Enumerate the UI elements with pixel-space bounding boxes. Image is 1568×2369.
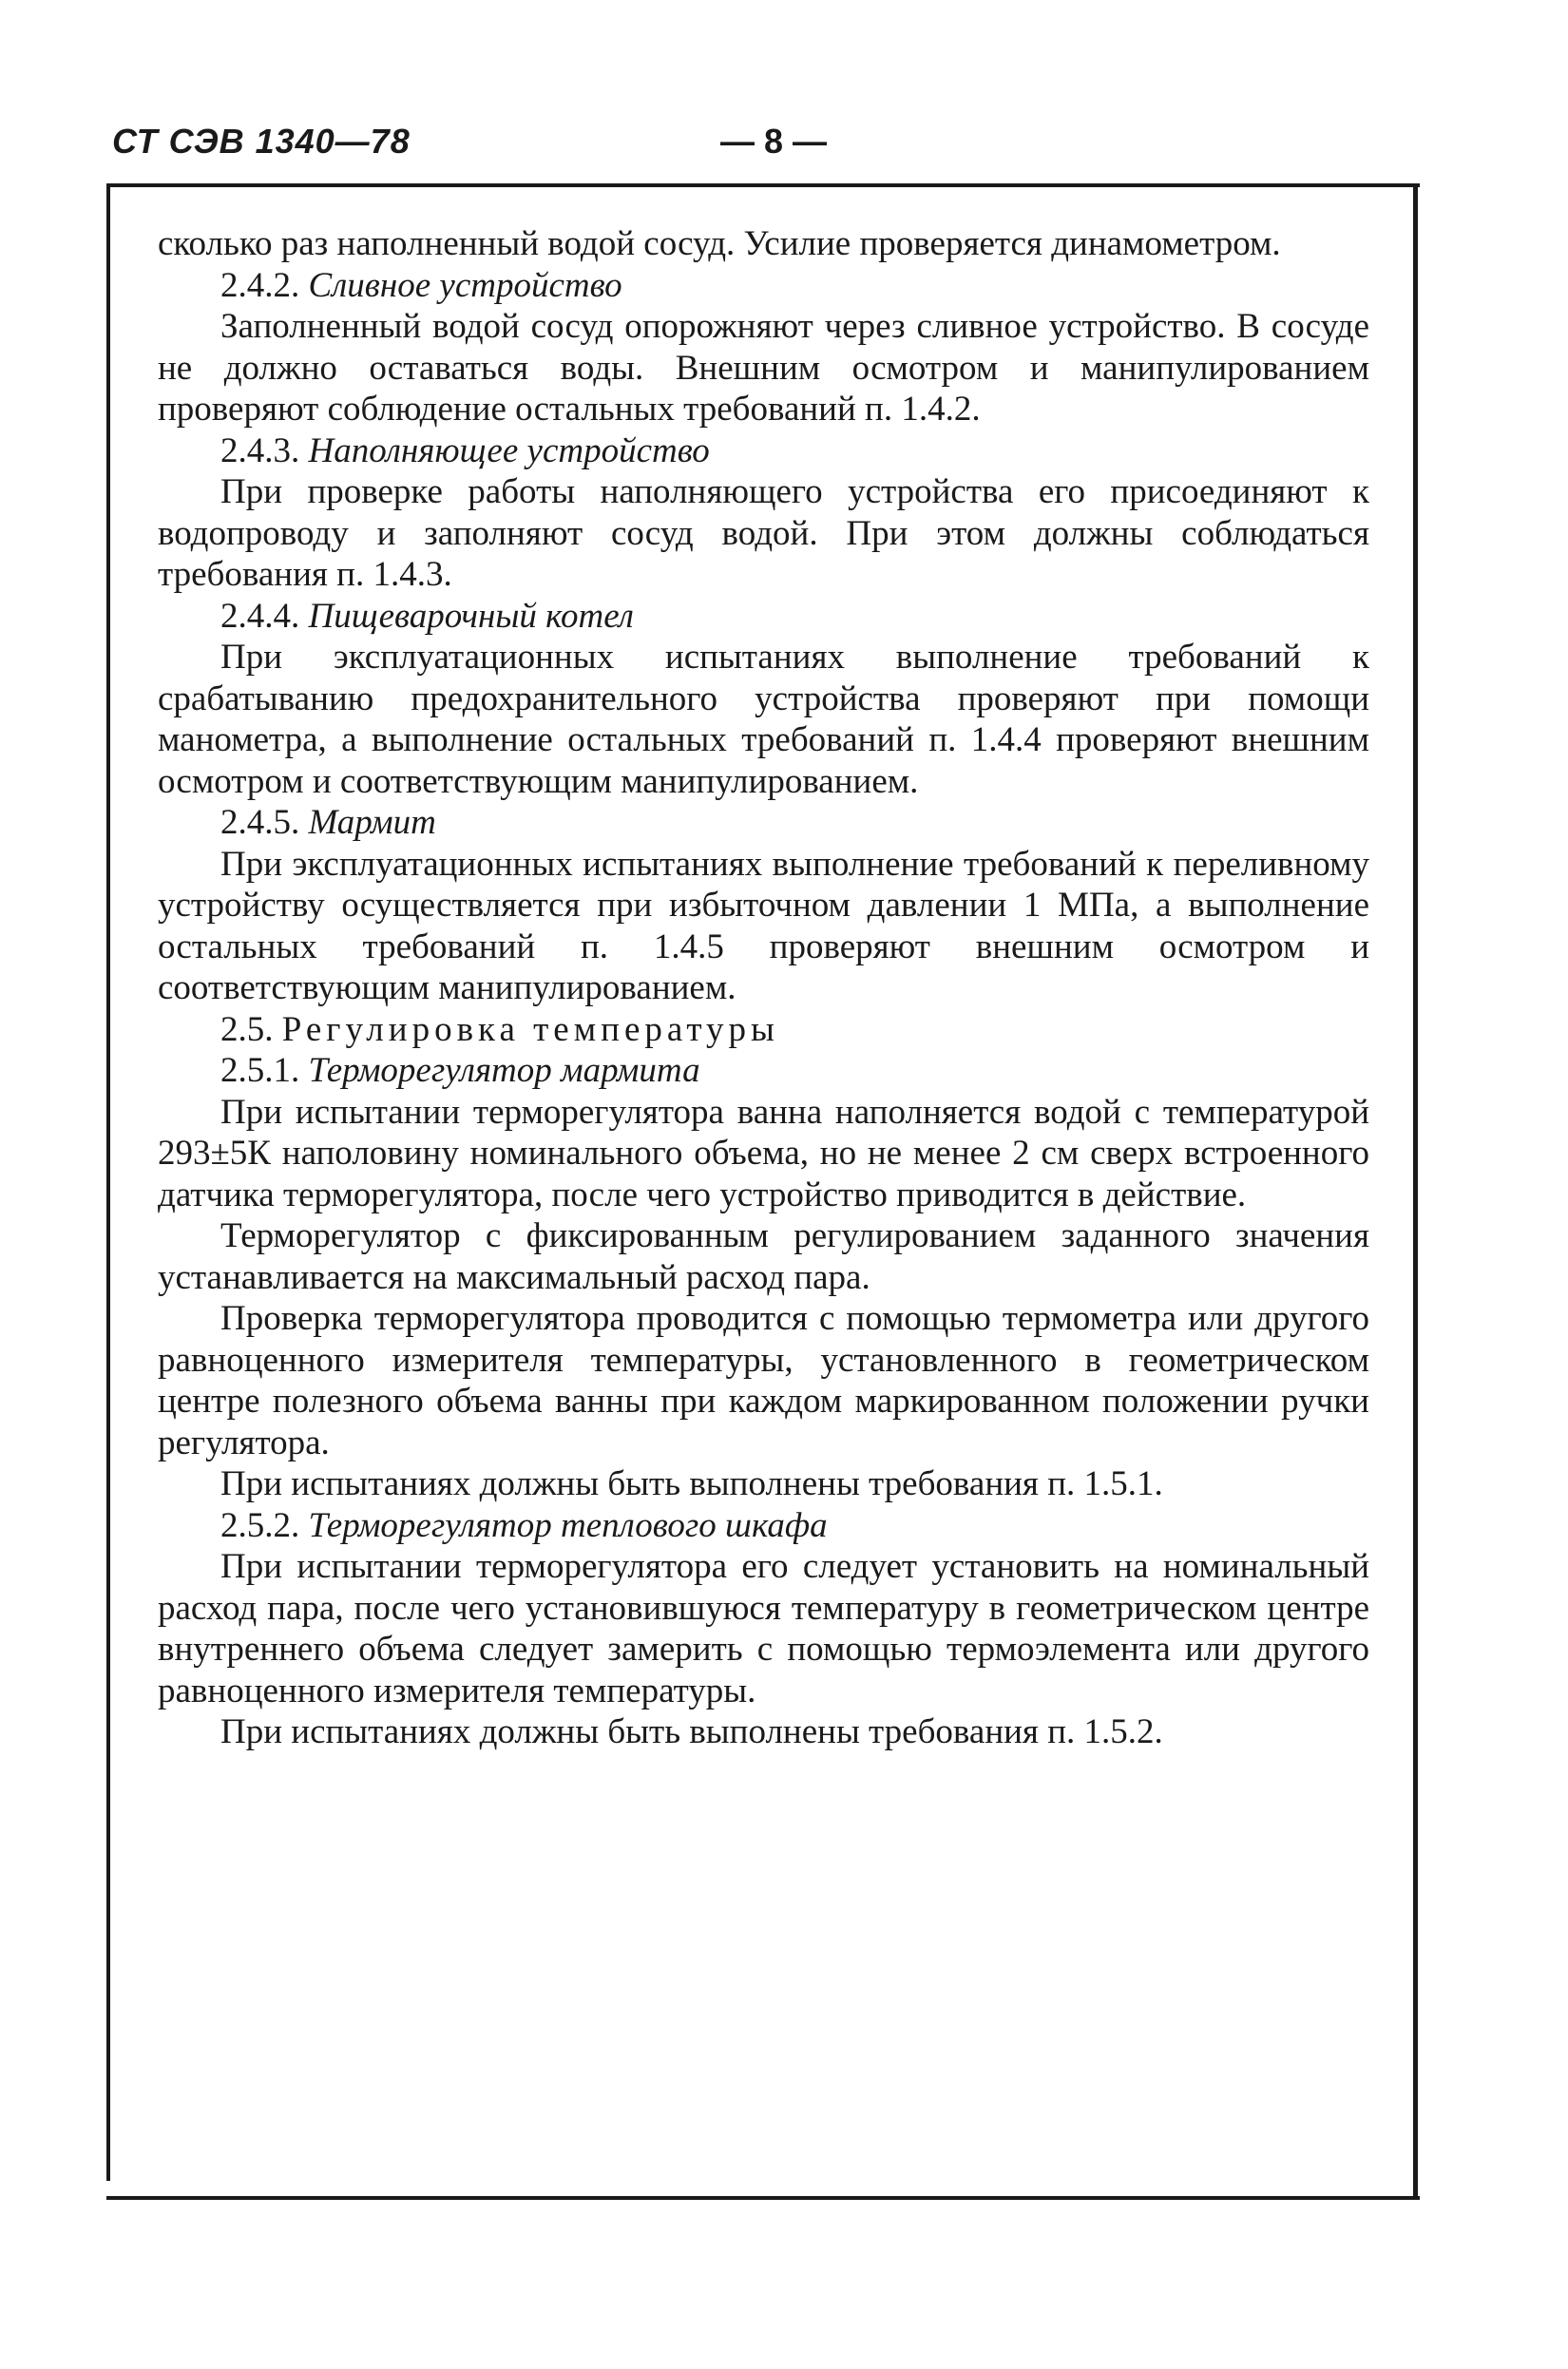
paragraph-2-5-1-b: Терморегулятор с фиксированным регулированием заданного значения устанавливается на максимальный расход пара. <box>158 1216 1369 1297</box>
continued-paragraph: сколько раз наполненный водой сосуд. Усилие проверяется динамометром. <box>158 224 1281 263</box>
right-border-rule <box>1413 185 1418 2200</box>
section-number: 2.4.5. <box>220 803 300 842</box>
section-heading-2-5-2 <box>158 1505 1369 1547</box>
section-number: 2.4.3. <box>220 430 300 470</box>
paragraph-2-5-2-a: При испытании терморегулятора его следует установить на номинальный расход пара, после чего установившуюся температуру в геометрическом центре внутреннего объема следует замерить с помощью термоэлемента или другого равноценного измерителя температуры. <box>158 1547 1369 1710</box>
section-number: 2.4.4. <box>220 596 300 636</box>
section-title: Сливное устройство <box>308 265 622 305</box>
section-heading-2-4-5 <box>158 802 1369 844</box>
section-heading-2-5-1 <box>158 1050 1369 1092</box>
paragraph-2-4-3: При проверке работы наполняющего устройства его присоединяют к водопроводу и заполняют сосуд водой. При этом должны соблюдаться требования п. 1.4.3. <box>158 472 1369 594</box>
section-heading-2-4-3 <box>158 430 1369 472</box>
paragraph-2-4-2: Заполненный водой сосуд опорожняют через сливное устройство. В сосуде не должно оставаться воды. Внешним осмотром и манипулированием проверяют соблюдение остальных требований п. 1.4.2. <box>158 307 1369 429</box>
section-title: Наполняющее устройство <box>308 430 710 470</box>
section-heading-2-4-2 <box>158 265 1369 307</box>
section-title: Терморегулятор мармита <box>308 1051 700 1090</box>
paragraph-2-5-1-c: Проверка терморегулятора проводится с помощью термометра или другого равноценного измерителя температуры, установленного в геометрическом центре полезного объема ванны при каждом маркированном положении ручки регулятора. <box>158 1299 1369 1462</box>
section-number: 2.4.2. <box>220 265 300 305</box>
paragraph-2-5-1-a: При испытании терморегулятора ванна наполняется водой с температурой 293±5К наполовину номинального объема, но не менее 2 см сверх встроенного датчика терморегулятора, после чего устройство приводится в действие. <box>158 1092 1369 1214</box>
section-number: 2.5.1. <box>220 1051 300 1090</box>
section-number: 2.5. <box>220 1009 274 1049</box>
top-border-rule <box>106 183 1420 187</box>
paragraph-2-4-5: При эксплуатационных испытаниях выполнение требований к переливному устройству осуществляется при избыточном давлении 1 МПа, а выполнение остальных требований п. 1.4.5 проверяют внешним осмотром и соответствующим манипулированием. <box>158 844 1369 1007</box>
left-border-rule <box>106 185 110 2181</box>
section-title: Мармит <box>308 803 436 842</box>
paragraph-2-4-4: При эксплуатационных испытаниях выполнение требований к срабатыванию предохранительного устройства проверяют при помощи манометра, а выполнение остальных требований п. 1.4.4 проверяют внешним осмотром и соответствующим манипулированием. <box>158 638 1369 801</box>
standard-code: СТ СЭВ 1340—78 <box>112 122 411 161</box>
document-body <box>158 223 1369 1753</box>
section-title: Терморегулятор теплового шкафа <box>308 1505 828 1545</box>
bottom-border-rule <box>106 2196 1420 2200</box>
paragraph-2-5-2-b: При испытаниях должны быть выполнены требования п. 1.5.2. <box>220 1712 1163 1751</box>
section-heading-2-4-4 <box>158 596 1369 638</box>
section-heading-2-5 <box>158 1009 1369 1051</box>
paragraph-2-5-1-d: При испытаниях должны быть выполнены требования п. 1.5.1. <box>220 1464 1163 1503</box>
section-title: Регулировка температуры <box>281 1009 779 1049</box>
page-header <box>112 122 1425 169</box>
section-title: Пищеварочный котел <box>308 596 634 636</box>
section-number: 2.5.2. <box>220 1505 300 1545</box>
page-number: — 8 — <box>720 122 828 161</box>
